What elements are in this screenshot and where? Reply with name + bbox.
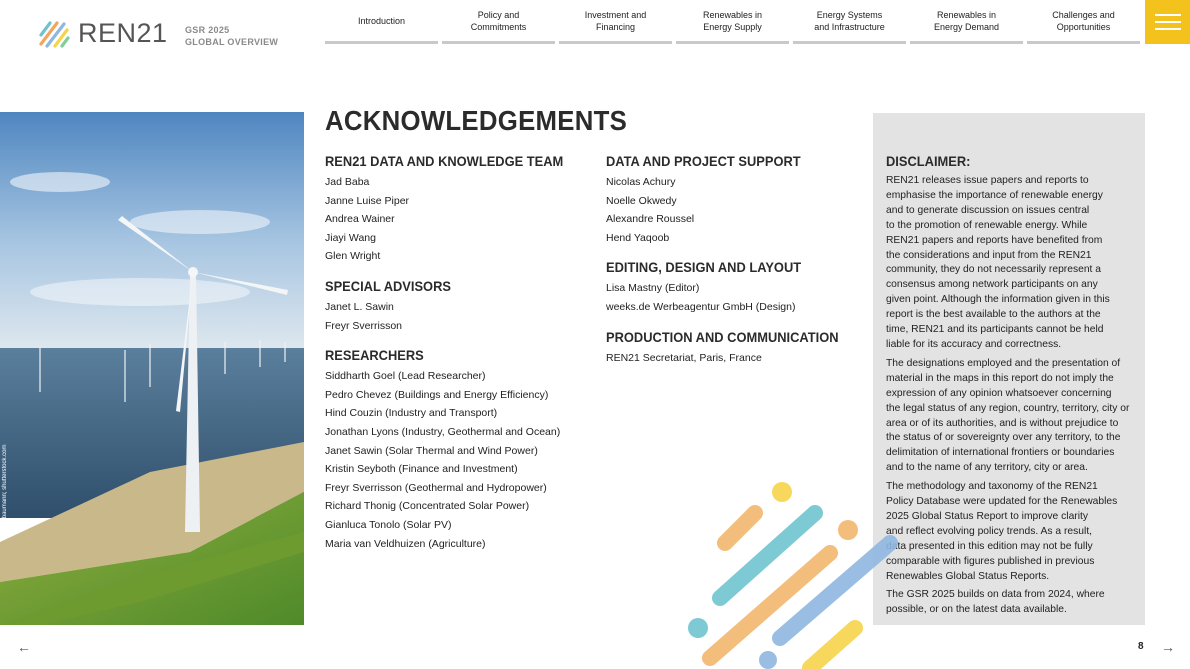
- researchers-heading: RESEARCHERS: [325, 347, 424, 364]
- nav-energy-systems[interactable]: [793, 0, 906, 44]
- researcher-name: Richard Thonig (Concentrated Solar Power): [325, 500, 530, 513]
- nav-label: Energy Systems: [816, 9, 883, 20]
- nav-energy-demand[interactable]: [910, 0, 1023, 44]
- support-name: Alexandre Roussel: [606, 213, 695, 226]
- nav-label: Renewables in: [702, 9, 763, 20]
- disclaimer-line: consensus among network participants on any: [886, 279, 1098, 291]
- support-name: Hend Yaqoob: [606, 231, 670, 244]
- disclaimer-line: community, they do not necessarily represent a: [886, 264, 1102, 276]
- disclaimer-line: comparable with figures published in previous: [886, 555, 1095, 567]
- nav-label: and Infrastructure: [814, 21, 885, 32]
- disclaimer-line: REN21 releases issue papers and reports to: [886, 175, 1089, 186]
- disclaimer-line: material in the maps in this report do not imply the: [886, 372, 1114, 384]
- team-member: Jad Baba: [325, 176, 370, 188]
- arrow-left-icon[interactable]: ←: [17, 639, 31, 655]
- disclaimer-line: Policy Database were updated for the Renewables: [886, 496, 1118, 508]
- disclaimer-line: time, REN21 and its participants cannot be held: [886, 324, 1104, 336]
- photo-credit: [2, 410, 16, 540]
- data-support-heading: DATA AND PROJECT SUPPORT: [606, 153, 801, 169]
- production-heading: PRODUCTION AND COMMUNICATION: [606, 328, 839, 345]
- disclaimer-line: The methodology and taxonomy of the REN21: [886, 481, 1098, 493]
- nav-challenges[interactable]: [1027, 0, 1140, 44]
- disclaimer-line: area or of its authorities, and is without prejudice to: [886, 417, 1119, 429]
- nav-label: Policy and: [477, 9, 520, 20]
- team-heading: REN21 DATA AND KNOWLEDGE TEAM: [325, 153, 564, 169]
- disclaimer-paragraph: [886, 588, 1131, 618]
- team-member: Janne Luise Piper: [325, 194, 410, 207]
- disclaimer-line: The designations employed and the presentation of: [886, 357, 1121, 369]
- nav-label: Investment and: [584, 9, 647, 20]
- disclaimer-line: and to the name of any territory, city or area.: [886, 462, 1088, 474]
- arrow-right-icon[interactable]: →: [1161, 639, 1175, 655]
- menu-button[interactable]: [1145, 0, 1190, 44]
- disclaimer-line: emphasise the importance of renewable energy: [886, 189, 1103, 201]
- hamburger-icon: [1155, 14, 1181, 16]
- editing-heading: EDITING, DESIGN AND LAYOUT: [606, 259, 802, 276]
- nav-policy-commitments[interactable]: [442, 0, 555, 44]
- nav-label: Introduction: [357, 15, 406, 26]
- disclaimer-line: the legal status of any region, country, territory, city or: [886, 402, 1130, 414]
- disclaimer-line: REN21 papers and reports have benefited from: [886, 234, 1103, 246]
- researcher-name: Kristin Seyboth (Finance and Investment): [325, 463, 518, 476]
- disclaimer-line: the status of or sovereignty over any territory, to the: [886, 432, 1121, 444]
- advisors-heading: SPECIAL ADVISORS: [325, 277, 451, 294]
- disclaimer-line: liable for its accuracy and correctness.: [886, 338, 1062, 350]
- page-number: 8: [1138, 641, 1144, 652]
- support-name: Noelle Okwedy: [606, 194, 677, 207]
- ren21-logo-icon: [38, 17, 70, 49]
- disclaimer-body: [886, 174, 1131, 622]
- disclaimer-paragraph: [886, 480, 1131, 584]
- disclaimer-line: possible, or on the latest data available.: [886, 604, 1067, 616]
- support-name: Nicolas Achury: [606, 176, 676, 188]
- page-title: ACKNOWLEDGEMENTS: [325, 105, 628, 136]
- wind-turbine-photo: [0, 112, 304, 625]
- photo-credit-text: © folkie baumann; shutterstock.com: [2, 444, 8, 540]
- disclaimer-line: delimitation of international frontiers or boundaries: [886, 447, 1115, 459]
- researcher-name: Siddharth Goel (Lead Researcher): [325, 370, 486, 383]
- disclaimer-line: to the promotion of renewable energy. While: [886, 219, 1088, 231]
- disclaimer-line: The GSR 2025 builds on data from 2024, where: [886, 589, 1105, 601]
- team-member: Jiayi Wang: [325, 231, 376, 244]
- disclaimer-line: Renewables Global Status Reports.: [886, 570, 1050, 582]
- nav-label: Commitments: [470, 21, 527, 32]
- disclaimer-line: and reflect evolving policy trends. As a result,: [886, 525, 1093, 537]
- advisor-name: Freyr Sverrisson: [325, 319, 403, 332]
- editing-name: Lisa Mastny (Editor): [606, 282, 700, 295]
- nav-energy-supply[interactable]: [676, 0, 789, 44]
- disclaimer-heading: DISCLAIMER:: [886, 153, 971, 169]
- team-member: Glen Wright: [325, 250, 381, 263]
- nav-label: Energy Supply: [703, 21, 762, 32]
- nav-investment-financing[interactable]: [559, 0, 672, 44]
- disclaimer-paragraph: [886, 174, 1131, 353]
- chapter-nav: [325, 0, 1144, 44]
- researcher-name: Hind Couzin (Industry and Transport): [325, 407, 498, 420]
- researcher-name: Jonathan Lyons (Industry, Geothermal and Ocean): [325, 425, 561, 438]
- disclaimer-paragraph: [886, 357, 1131, 476]
- decorative-stripes: [680, 478, 900, 669]
- disclaimer-line: 2025 Global Status Report to improve clarity: [886, 510, 1089, 522]
- disclaimer-line: expression of any opinion whatsoever concerning: [886, 387, 1112, 399]
- report-label-line1: GSR 2025: [185, 25, 230, 35]
- researcher-name: Pedro Chevez (Buildings and Energy Efficiency): [325, 388, 549, 401]
- nav-label: Renewables in: [936, 9, 997, 20]
- nav-introduction[interactable]: [325, 0, 438, 44]
- nav-label: Financing: [595, 21, 635, 32]
- report-label-line2: GLOBAL OVERVIEW: [185, 37, 279, 47]
- disclaimer-line: data presented in this edition may not be fully: [886, 540, 1093, 552]
- ren21-logo[interactable]: [38, 17, 168, 49]
- report-label: [185, 24, 278, 48]
- hamburger-icon: [1155, 21, 1181, 23]
- left-column: [325, 153, 584, 553]
- disclaimer-line: the considerations and input from the REN21: [886, 249, 1092, 261]
- team-member: Andrea Wainer: [325, 213, 395, 226]
- disclaimer-box: [873, 113, 1145, 625]
- researcher-name: Freyr Sverrisson (Geothermal and Hydropower): [325, 481, 547, 494]
- hamburger-icon: [1155, 28, 1181, 30]
- editing-name: weeks.de Werbeagentur GmbH (Design): [606, 300, 796, 313]
- researcher-name: Janet Sawin (Solar Thermal and Wind Power): [325, 444, 538, 457]
- advisor-name: Janet L. Sawin: [325, 300, 394, 313]
- middle-column: [606, 153, 859, 367]
- disclaimer-line: and to generate discussion on issues central: [886, 204, 1090, 216]
- researcher-name: Maria van Veldhuizen (Agriculture): [325, 537, 486, 550]
- disclaimer-line: given point. Although the information given in this: [886, 294, 1110, 306]
- disclaimer-line: report is the best available to the authors at the: [886, 309, 1101, 321]
- logo-text: REN21: [78, 17, 168, 48]
- production-name: REN21 Secretariat, Paris, France: [606, 351, 762, 364]
- nav-label: Challenges and: [1052, 9, 1115, 20]
- researcher-name: Gianluca Tonolo (Solar PV): [325, 518, 452, 531]
- nav-label: Opportunities: [1056, 21, 1111, 32]
- nav-label: Energy Demand: [933, 21, 1000, 32]
